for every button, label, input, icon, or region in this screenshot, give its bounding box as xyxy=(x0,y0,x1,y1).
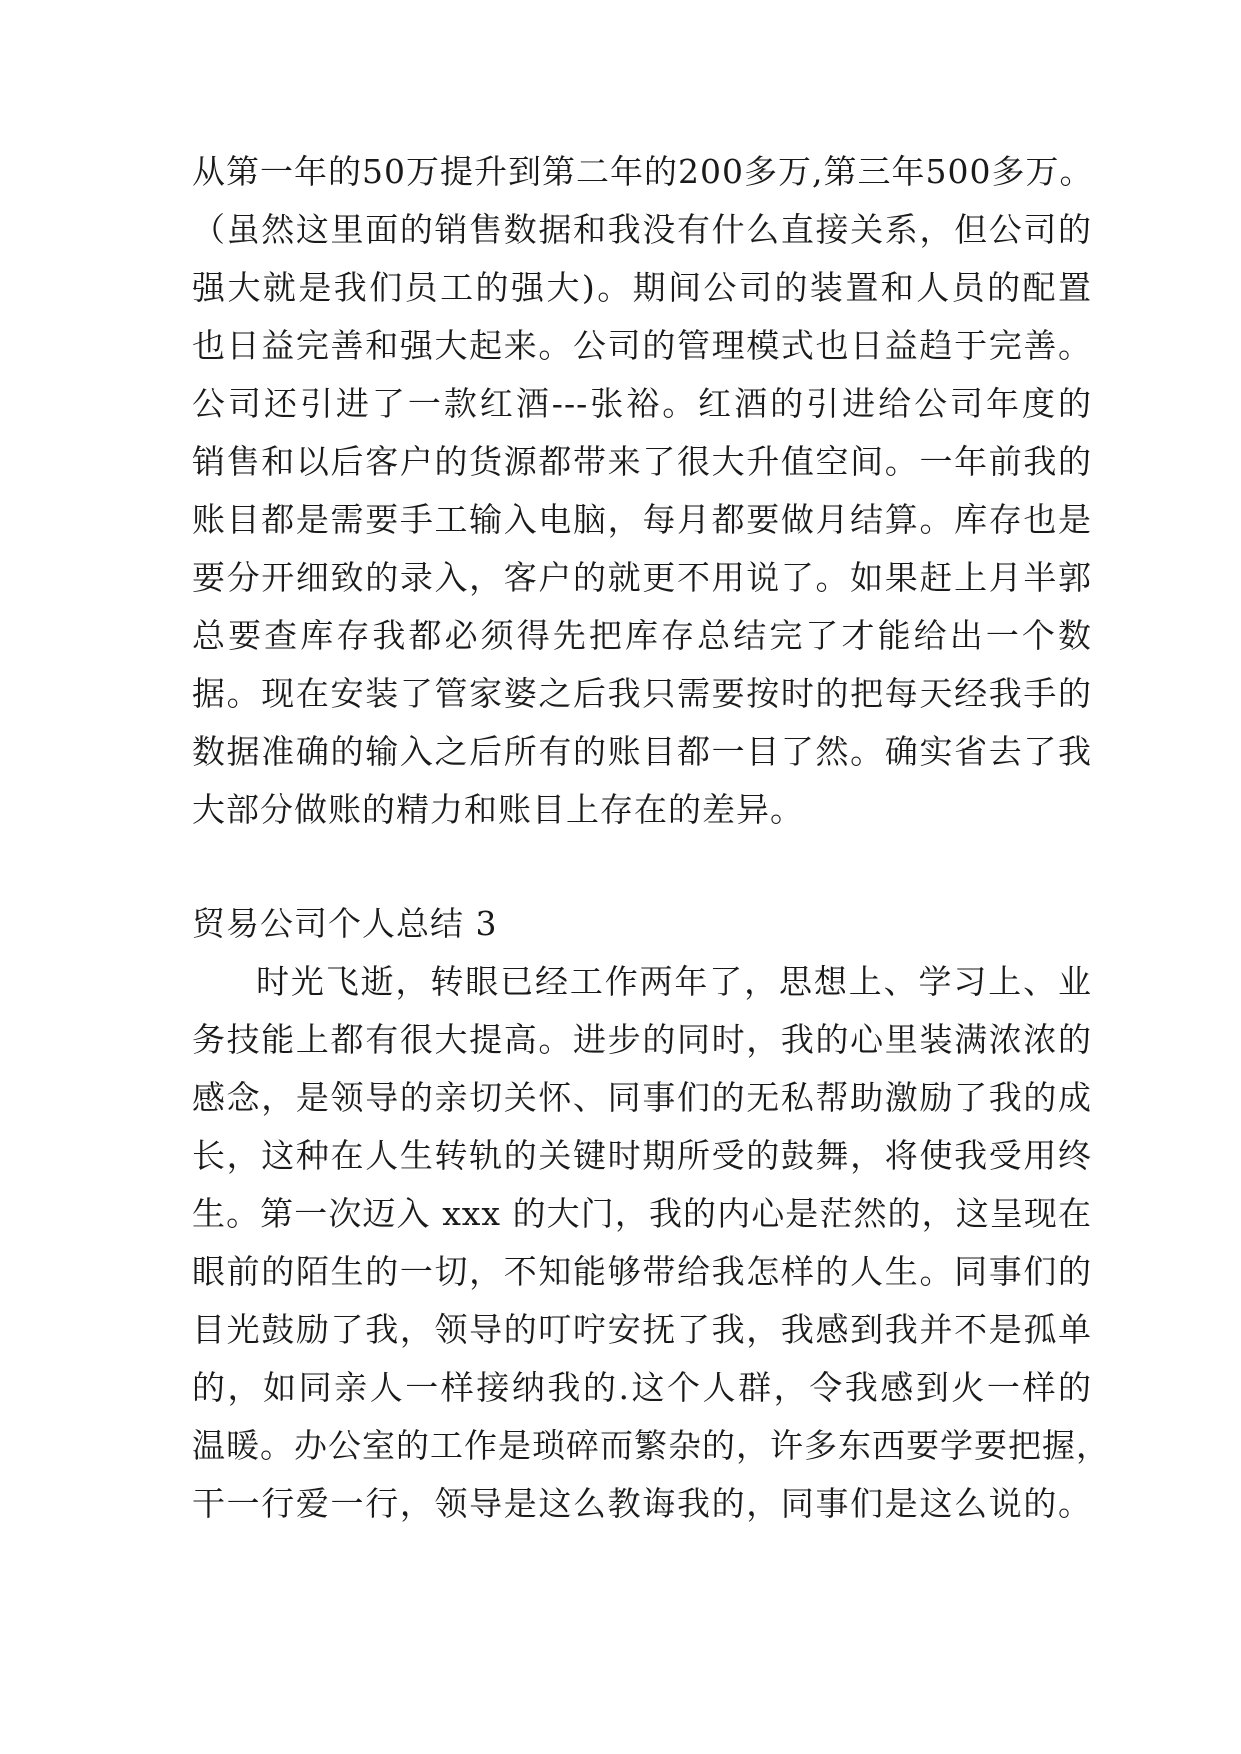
paragraph-line: 干一行爱一行，领导是这么教诲我的，同事们是这么说的。 xyxy=(192,1484,1092,1523)
paragraph-line: 从第一年的50万提升到第二年的200多万,第三年500多万。 xyxy=(192,152,1094,191)
paragraph-line: 务技能上都有很大提高。进步的同时，我的心里装满浓浓的 xyxy=(192,1020,1092,1059)
paragraph-line: 长，这种在人生转轨的关键时期所受的鼓舞，将使我受用终 xyxy=(192,1136,1092,1175)
paragraph-line: 的，如同亲人一样接纳我的.这个人群，令我感到火一样的 xyxy=(192,1368,1092,1407)
paragraph-line: 要分开细致的录入，客户的就更不用说了。如果赶上月半郭 xyxy=(192,558,1092,597)
paragraph-line: 账目都是需要手工输入电脑，每月都要做月结算。库存也是 xyxy=(192,500,1092,539)
paragraph-line: 温暖。办公室的工作是琐碎而繁杂的，许多东西要学要把握， xyxy=(192,1426,1110,1465)
paragraph-line: 大部分做账的精力和账目上存在的差异。 xyxy=(192,790,804,829)
paragraph-line: 据。现在安装了管家婆之后我只需要按时的把每天经我手的 xyxy=(192,674,1092,713)
paragraph-line: 目光鼓励了我，领导的叮咛安抚了我，我感到我并不是孤单 xyxy=(192,1310,1092,1349)
paragraph-line: 总要查库存我都必须得先把库存总结完了才能给出一个数 xyxy=(192,616,1092,655)
paragraph-line: 数据准确的输入之后所有的账目都一目了然。确实省去了我 xyxy=(192,732,1092,771)
paragraph-line: 强大就是我们员工的强大)。期间公司的装置和人员的配置 xyxy=(192,268,1092,307)
paragraph-line: 销售和以后客户的货源都带来了很大升值空间。一年前我的 xyxy=(192,442,1092,481)
paragraph-line: 感念，是领导的亲切关怀、同事们的无私帮助激励了我的成 xyxy=(192,1078,1092,1117)
paragraph-line: 公司还引进了一款红酒---张裕。红酒的引进给公司年度的 xyxy=(192,384,1092,423)
paragraph-line: （虽然这里面的销售数据和我没有什么直接关系，但公司的 xyxy=(192,210,1092,249)
section-heading: 贸易公司个人总结 3 xyxy=(192,904,498,943)
paragraph-line: 生。第一次迈入 xxx 的大门，我的内心是茫然的，这呈现在 xyxy=(192,1194,1092,1233)
paragraph-line: 时光飞逝，转眼已经工作两年了，思想上、学习上、业 xyxy=(256,962,1092,1001)
paragraph-line: 眼前的陌生的一切，不知能够带给我怎样的人生。同事们的 xyxy=(192,1252,1092,1291)
paragraph-line: 也日益完善和强大起来。公司的管理模式也日益趋于完善。 xyxy=(192,326,1092,365)
